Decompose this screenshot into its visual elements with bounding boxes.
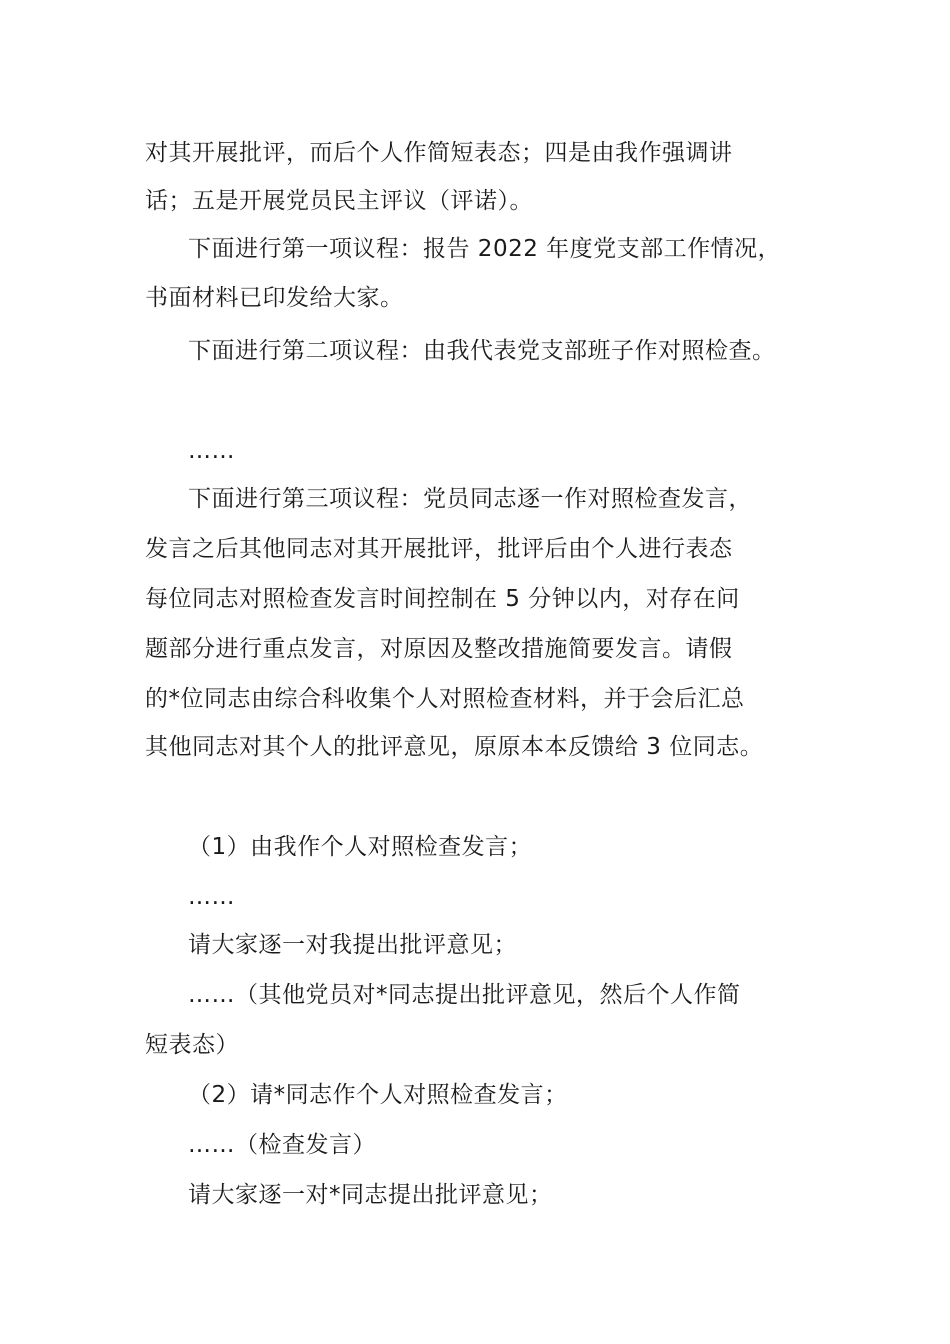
text-line: ……（检查发言） [188,1132,376,1158]
text-line: 下面进行第一项议程：报告 2022 年度党支部工作情况， [188,236,782,262]
text-line: 其他同志对其个人的批评意见，原原本本反馈给 3 位同志。 [145,734,764,760]
text-line: 请大家逐一对我提出批评意见； [188,932,517,958]
text-line: 请大家逐一对*同志提出批评意见； [188,1182,553,1208]
text-line: 下面进行第三项议程：党员同志逐一作对照检查发言， [188,486,752,512]
text-line: （1）由我作个人对照检查发言； [188,834,533,860]
ellipsis-line: …… [188,438,235,464]
text-line: 对其开展批评，而后个人作简短表态；四是由我作强调讲 [145,140,733,166]
text-line: 话；五是开展党员民主评议（评诺）。 [145,188,533,214]
text-line: 下面进行第二项议程：由我代表党支部班子作对照检查。 [188,338,776,364]
ellipsis-line: …… [188,884,235,910]
text-line: 的*位同志由综合科收集个人对照检查材料，并于会后汇总 [145,686,745,712]
text-line: 书面材料已印发给大家。 [145,285,404,311]
text-line: 短表态） [145,1032,239,1058]
text-line: 每位同志对照检查发言时间控制在 5 分钟以内，对存在问 [145,586,740,612]
text-line: 发言之后其他同志对其开展批评，批评后由个人进行表态 [145,536,733,562]
text-line: 题部分进行重点发言，对原因及整改措施简要发言。请假 [145,636,733,662]
text-line: （2）请*同志作个人对照检查发言； [188,1082,568,1108]
text-line: ……（其他党员对*同志提出批评意见，然后个人作简 [188,982,741,1008]
